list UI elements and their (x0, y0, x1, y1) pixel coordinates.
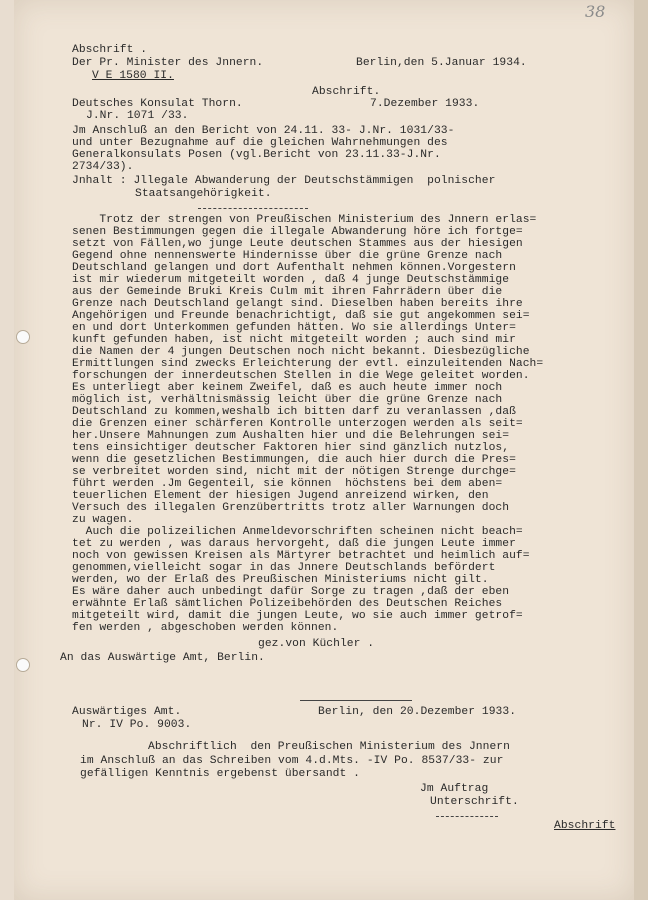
body-line: Trotz der strengen von Preußischen Ministerium des Jnnern erlas= (72, 214, 537, 226)
body-line: en und dort Unterkommen gefunden hätten. Wo sie allerdings Unter= (72, 322, 516, 334)
forwarding-order: Jm Auftrag (420, 783, 489, 795)
body-line: Deutschland gelangen und dort Aufenthalt nehmen können.Vorgestern (72, 262, 516, 274)
copy-stamp: Abschrift (554, 820, 616, 832)
page-edge (634, 0, 648, 900)
forwarding-place-date: Berlin, den 20.Dezember 1933. (318, 706, 517, 718)
report-sender: Deutsches Konsulat Thorn. (72, 98, 243, 110)
intro-line: Jm Anschluß an den Bericht von 24.11. 33- J.Nr. 1031/33- (72, 125, 455, 137)
copy-label-center: Abschrift. (312, 86, 381, 98)
body-line: Gegend ohne nennenswerte Hindernisse über die grüne Grenze nach (72, 250, 503, 262)
body-line: senen Bestimmungen gegen die illegale Abwanderung höre ich fortge= (72, 226, 523, 238)
body-line: Ermittlungen sind zwecks Erleichterung der evtl. einzuleitenden Nach= (72, 358, 544, 370)
intro-line: Generalkonsulats Posen (vgl.Bericht von 23.11.33-J.Nr. (72, 149, 441, 161)
report-signature: gez.von Küchler . (258, 638, 375, 650)
forwarding-body-line: im Anschluß an das Schreiben vom 4.d.Mts. -IV Po. 8537/33- zur (80, 755, 504, 767)
separator-rule (300, 700, 412, 701)
body-line: Deutschland zu kommen,weshalb ich bitten darf zu veranlassen ,daß (72, 406, 516, 418)
header-reference: V E 1580 II. (92, 70, 174, 82)
report-date: 7.Dezember 1933. (370, 98, 480, 110)
separator-rule (436, 816, 498, 817)
body-line: tens einsichtiger deutscher Faktoren hier sind gänzlich nutzlos, (72, 442, 510, 454)
forwarding-signature: Unterschrift. (430, 796, 519, 808)
punch-hole (16, 330, 30, 344)
body-line: fen werden , abgeschoben werden können. (72, 622, 339, 634)
body-line: Angehörigen und Freunde benachrichtigt, daß sie gut angekommen sei= (72, 310, 530, 322)
forwarding-body-line: gefälligen Kenntnis ergebenst übersandt . (80, 768, 360, 780)
forwarding-reference: Nr. IV Po. 9003. (82, 719, 192, 731)
body-line: noch von gewissen Kreisen als Märtyrer betrachtet und heimlich auf= (72, 550, 530, 562)
body-line: die Namen der 4 jungen Deutschen noch nicht bekannt. Diesbezügliche (72, 346, 530, 358)
subject-line: Jnhalt : Jllegale Abwanderung der Deutschstämmigen polnischer (72, 175, 496, 187)
body-line: aus der Gemeinde Bruki Kreis Culm mit ihren Fahrrädern über die (72, 286, 503, 298)
body-line: die Grenzen einer schärferen Kontrolle unterzogen werden als seit= (72, 418, 523, 430)
copy-label: Abschrift . (72, 44, 148, 56)
body-line: führt werden .Jm Gegenteil, sie können höchstens bei dem aben= (72, 478, 503, 490)
body-line: wenn die gesetzlichen Bestimmungen, die auch hier durch die Pres= (72, 454, 516, 466)
body-line: tet zu werden , was daraus hervorgeht, daß die jungen Leute immer (72, 538, 516, 550)
body-line: mitgeteilt wird, damit die jungen Leute, wo sie auch immer getrof= (72, 610, 523, 622)
header-place-date: Berlin,den 5.Januar 1934. (356, 57, 527, 69)
body-line: Es wäre daher auch unbedingt dafür Sorge zu tragen ,daß der eben (72, 586, 510, 598)
forwarding-office: Auswärtiges Amt. (72, 706, 182, 718)
body-line: Es unterliegt aber keinem Zweifel, daß es auch heute immer noch (72, 382, 503, 394)
body-line: kunft gefunden haben, ist nicht mitgeteilt worden ; auch sind mir (72, 334, 516, 346)
body-line: Versuch des illegalen Grenzübertritts trotz aller Warnungen doch (72, 502, 510, 514)
subject-line: Staatsangehörigkeit. (135, 188, 272, 200)
body-line: Grenze nach Deutschland gelangt sind. Dieselben haben bereits ihre (72, 298, 523, 310)
intro-line: und unter Bezugnahme auf die gleichen Wahrnehmungen des (72, 137, 448, 149)
body-line: ist mir wiederum mitgeteilt worden , daß 4 junge Deutschstämmige (72, 274, 510, 286)
body-line: Auch die polizeilichen Anmeldevorschriften scheinen nicht beach= (72, 526, 523, 538)
separator-rule (198, 208, 308, 209)
body-line: erwähnte Erlaß sämtlichen Polizeibehörden des Deutschen Reiches (72, 598, 503, 610)
body-line: zu wagen. (72, 514, 134, 526)
forwarding-body-line: Abschriftlich den Preußischen Ministerium des Jnnern (148, 741, 510, 753)
body-line: se verbreitet worden sind, nicht mit der nötigen Strenge durchge= (72, 466, 516, 478)
body-line: teuerlichen Element der hiesigen Jugend anreizend wirken, den (72, 490, 489, 502)
intro-line: 2734/33). (72, 161, 134, 173)
report-addressee: An das Auswärtige Amt, Berlin. (60, 652, 265, 664)
ministry-name: Der Pr. Minister des Jnnern. (72, 57, 264, 69)
body-line: her.Unsere Mahnungen zum Aushalten hier und die Belehrungen sei= (72, 430, 510, 442)
body-line: werden, wo der Erlaß des Preußischen Ministeriums nicht gilt. (72, 574, 489, 586)
body-line: forschungen der innerdeutschen Stellen in die Wege geleitet worden. (72, 370, 530, 382)
body-line: genommen,vielleicht sogar in das Jnnere Deutschlands befördert (72, 562, 496, 574)
page-number: 38 (585, 2, 606, 21)
body-line: möglich ist, verhältnismässig leicht über die grüne Grenze nach (72, 394, 503, 406)
punch-hole (16, 658, 30, 672)
body-line: setzt von Fällen,wo junge Leute deutschen Stammes aus der hiesigen (72, 238, 523, 250)
report-reference: J.Nr. 1071 /33. (86, 110, 189, 122)
